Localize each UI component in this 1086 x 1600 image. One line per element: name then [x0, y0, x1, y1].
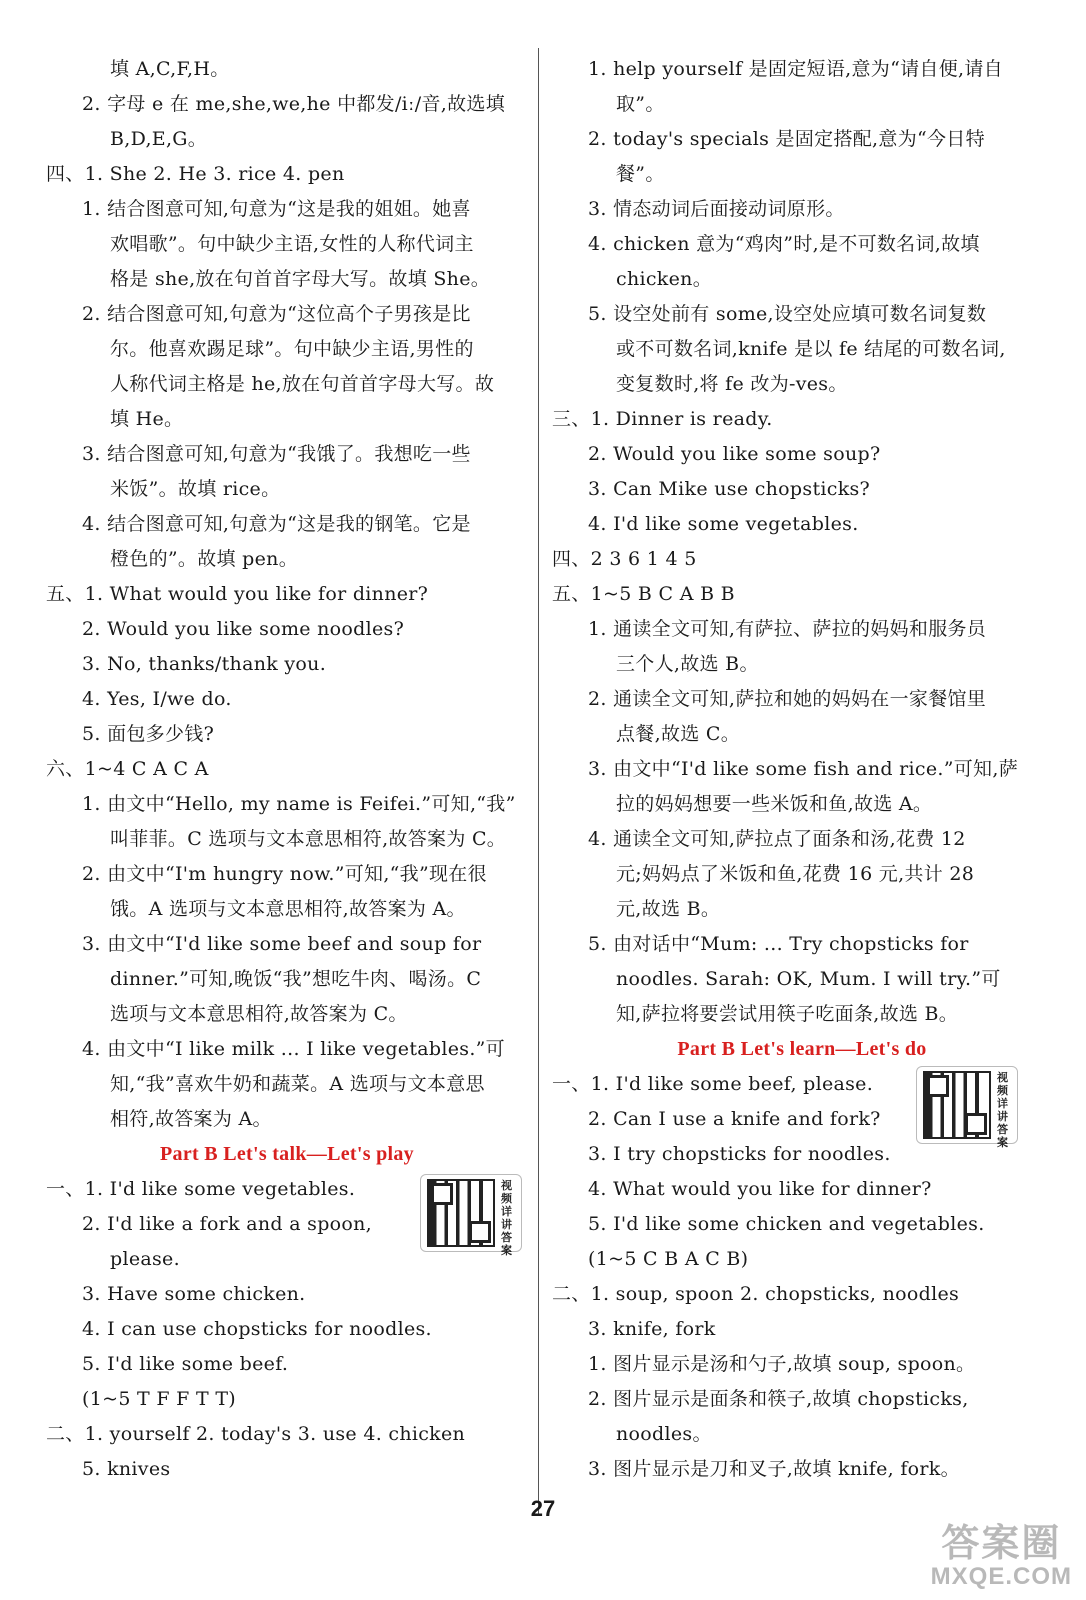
answer-line: (1~5 C B A C B) [588, 1248, 749, 1270]
answer-line: 3. 结合图意可知,句意为“我饿了。我想吃一些 [82, 443, 471, 465]
watermark-text: 答案圈 [941, 1523, 1062, 1565]
answer-section-line: 二、1. yourself 2. today's 3. use 4. chicken [46, 1423, 466, 1445]
answer-line: 5. I'd like some chicken and vegetables. [588, 1213, 985, 1235]
watermark-logo [931, 1524, 1072, 1590]
answer-line: 3. Have some chicken. [82, 1283, 306, 1305]
answer-section-line: 六、1~4 C A C A [46, 758, 209, 780]
answer-line: 餐”。 [616, 163, 665, 185]
answer-line: 1. help yourself 是固定短语,意为“请自便,请自 [588, 58, 1003, 80]
answer-line: 格是 she,放在句首首字母大写。故填 She。 [110, 268, 491, 290]
answer-line: 米饭”。故填 rice。 [110, 478, 281, 500]
qr-code-icon [429, 1181, 493, 1245]
answer-line: 4. What would you like for dinner? [588, 1178, 932, 1200]
answer-line: 1. 图片显示是汤和勺子,故填 soup, spoon。 [588, 1353, 976, 1375]
answer-line: 欢唱歌”。句中缺少主语,女性的人称代词主 [110, 233, 474, 255]
answer-line: (1~5 T F F T T) [82, 1388, 237, 1410]
section-heading: Part B Let's talk—Let's play [160, 1143, 414, 1165]
right-column [552, 52, 1052, 1487]
answer-line: 三个人,故选 B。 [616, 653, 759, 675]
answer-line: 3. 由文中“I'd like some beef and soup for [82, 933, 482, 955]
answer-line: 填 A,C,F,H。 [110, 58, 230, 80]
qr-code-label: 视频详讲答案 [501, 1179, 512, 1257]
answer-section-line: 三、1. Dinner is ready. [552, 408, 773, 430]
left-column [46, 52, 528, 1487]
answer-line: 1. 通读全文可知,有萨拉、萨拉的妈妈和服务员 [588, 618, 987, 640]
answer-line: 4. 结合图意可知,句意为“这是我的钢笔。它是 [82, 513, 471, 535]
answer-line: 3. 由文中“I'd like some fish and rice.”可知,萨 [588, 758, 1018, 780]
answer-line: 饿。A 选项与文本意思相符,故答案为 A。 [110, 898, 466, 920]
answer-line: 5. knives [82, 1458, 171, 1480]
answer-line: 填 He。 [110, 408, 184, 430]
qr-code-label: 视频详讲答案 [997, 1071, 1008, 1149]
answer-line: 知,萨拉将要尝试用筷子吃面条,故选 B。 [616, 1003, 959, 1025]
answer-line: 元,故选 B。 [616, 898, 721, 920]
answer-line: 元;妈妈点了米饭和鱼,花费 16 元,共计 28 [616, 863, 975, 885]
answer-line: 2. Would you like some soup? [588, 443, 881, 465]
answer-line: 5. 设空处前有 some,设空处应填可数名词复数 [588, 303, 987, 325]
answer-line: please. [110, 1248, 180, 1270]
answer-line: 叫菲菲。C 选项与文本意思相符,故答案为 C。 [110, 828, 507, 850]
answer-line: 3. I try chopsticks for noodles. [588, 1143, 891, 1165]
answer-line: 5. I'd like some beef. [82, 1353, 289, 1375]
answer-line: 4. I'd like some vegetables. [588, 513, 859, 535]
answer-line: 取”。 [616, 93, 665, 115]
answer-section-line: 二、1. soup, spoon 2. chopsticks, noodles [552, 1283, 960, 1305]
answer-line: 橙色的”。故填 pen。 [110, 548, 298, 570]
answer-line: 1. 结合图意可知,句意为“这是我的姐姐。她喜 [82, 198, 471, 220]
answer-line: 知,“我”喜欢牛奶和蔬菜。A 选项与文本意思 [110, 1073, 485, 1095]
qr-code-right[interactable] [916, 1066, 1018, 1149]
answer-line: 相符,故答案为 A。 [110, 1108, 272, 1130]
answer-line: 1. 由文中“Hello, my name is Feifei.”可知,“我” [82, 793, 516, 815]
answer-line: dinner.”可知,晚饭“我”想吃牛肉、喝汤。C [110, 968, 482, 990]
answer-line: noodles. Sarah: OK, Mum. I will try.”可 [616, 968, 1001, 990]
answer-line: 拉的妈妈想要一些米饭和鱼,故选 A。 [616, 793, 933, 815]
answer-section-line: 四、1. She 2. He 3. rice 4. pen [46, 163, 345, 185]
answer-line: 3. 图片显示是刀和叉子,故填 knife, fork。 [588, 1458, 960, 1480]
section-heading: Part B Let's learn—Let's do [677, 1038, 927, 1060]
answer-line: 3. Can Mike use chopsticks? [588, 478, 871, 500]
page-number: 27 [530, 1496, 556, 1521]
answer-line: 变复数时,将 fe 改为-ves。 [616, 373, 848, 395]
answer-section-line: 五、1~5 B C A B B [552, 583, 735, 605]
answer-line: 2. 图片显示是面条和筷子,故填 chopsticks, [588, 1388, 969, 1410]
answer-line: 2. 通读全文可知,萨拉和她的妈妈在一家餐馆里 [588, 688, 987, 710]
answer-section-line: 一、1. I'd like some vegetables. [46, 1178, 356, 1200]
answer-line: 4. chicken 意为“鸡肉”时,是不可数名词,故填 [588, 233, 980, 255]
answer-line: 点餐,故选 C。 [616, 723, 741, 745]
answer-line: 5. 由对话中“Mum: ... Try chopsticks for [588, 933, 969, 955]
answer-line: B,D,E,G。 [110, 128, 208, 150]
answer-line: noodles。 [616, 1423, 712, 1445]
answer-line: 2. today's specials 是固定搭配,意为“今日特 [588, 128, 985, 150]
answer-section-line: 五、1. What would you like for dinner? [46, 583, 429, 605]
answer-line: 5. 面包多少钱? [82, 723, 215, 745]
answer-line: 2. I'd like a fork and a spoon, [82, 1213, 373, 1235]
answer-line: 或不可数名词,knife 是以 fe 结尾的可数名词, [616, 338, 1006, 360]
answer-line: 3. 情态动词后面接动词原形。 [588, 198, 845, 220]
answer-section-line: 一、1. I'd like some beef, please. [552, 1073, 874, 1095]
answer-line: 2. Can I use a knife and fork? [588, 1108, 881, 1130]
answer-line: 3. knife, fork [588, 1318, 716, 1340]
answer-line: 2. 由文中“I'm hungry now.”可知,“我”现在很 [82, 863, 487, 885]
answer-line: 2. 字母 e 在 me,she,we,he 中都发/iː/音,故选填 [82, 93, 505, 115]
watermark-domain: MXQE.COM [930, 1563, 1072, 1590]
answer-line: 2. 结合图意可知,句意为“这位高个子男孩是比 [82, 303, 471, 325]
answer-line: 4. 通读全文可知,萨拉点了面条和汤,花费 12 [588, 828, 966, 850]
qr-code-icon [925, 1073, 989, 1137]
answer-line: 3. No, thanks/thank you. [82, 653, 327, 675]
answer-line: 4. 由文中“I like milk ... I like vegetables.”可 [82, 1038, 505, 1060]
answer-line: chicken。 [616, 268, 712, 290]
answer-section-line: 四、2 3 6 1 4 5 [552, 548, 697, 570]
answer-line: 2. Would you like some noodles? [82, 618, 405, 640]
answer-line: 4. I can use chopsticks for noodles. [82, 1318, 432, 1340]
answer-line: 选项与文本意思相符,故答案为 C。 [110, 1003, 408, 1025]
answer-line: 尔。他喜欢踢足球”。句中缺少主语,男性的 [110, 338, 474, 360]
column-divider [538, 48, 539, 1516]
answer-line: 人称代词主格是 he,放在句首首字母大写。故 [110, 373, 495, 395]
answer-line: 4. Yes, I/we do. [82, 688, 232, 710]
qr-code-left[interactable] [420, 1174, 522, 1257]
